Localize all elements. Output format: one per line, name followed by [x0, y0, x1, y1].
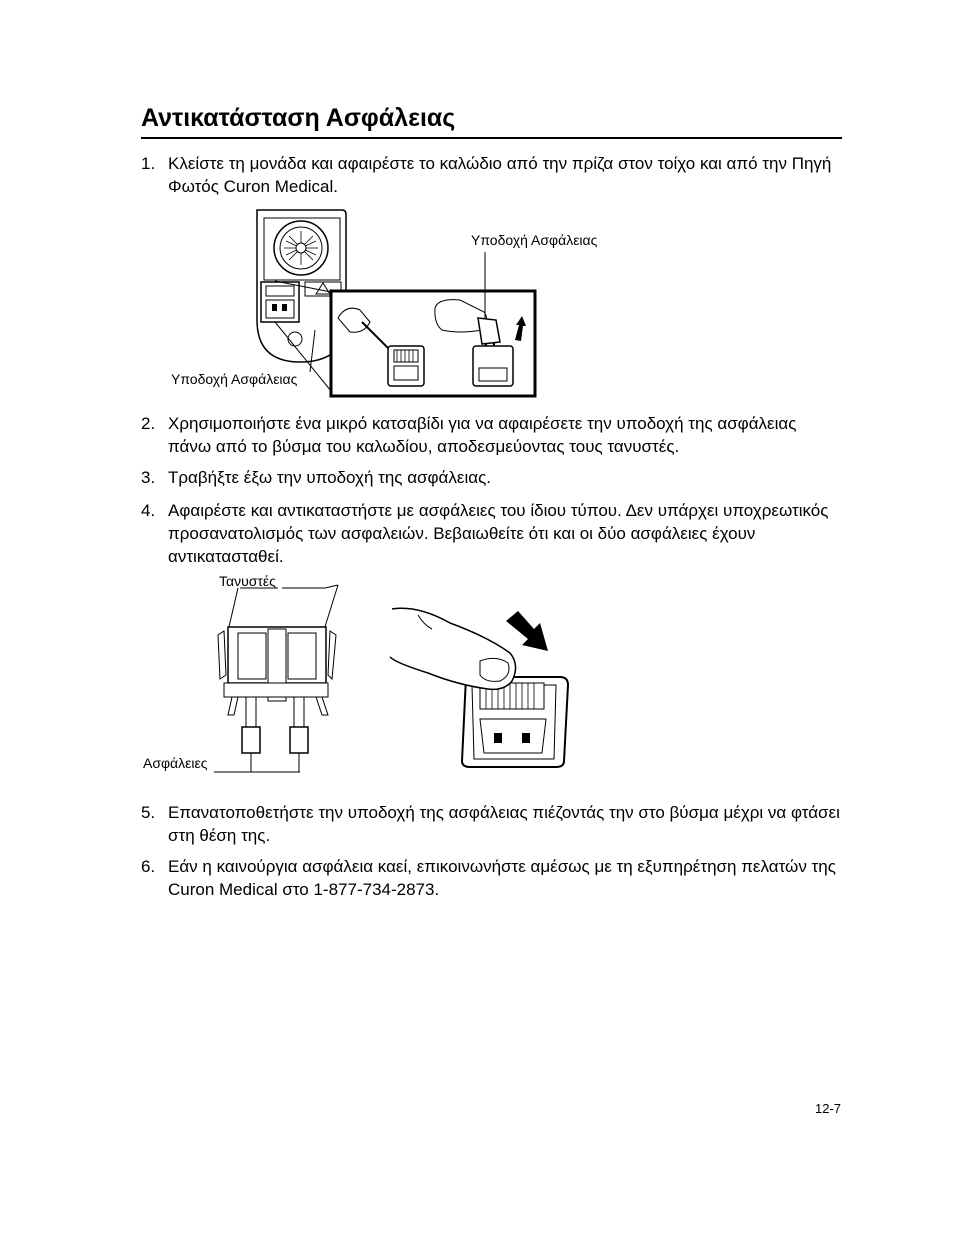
step-2 [141, 412, 841, 458]
step-number: 5. [141, 803, 156, 822]
page-title: Αντικατάσταση Ασφάλειας [141, 104, 456, 132]
step-5 [141, 801, 841, 847]
page-number: 12-7 [815, 1101, 842, 1116]
step-1 [141, 152, 841, 198]
fuse-holder-detail-illustration [210, 575, 350, 775]
fuse-holder-label-bottom: Υποδοχή Ασφάλειας [171, 371, 298, 387]
step-text: Χρησιμοποιήστε ένα μικρό κατσαβίδι για να αφαιρέσετε την υποδοχή της ασφάλειας πάνω από το βύσμα του καλωδίου, αποδεσμεύοντας τους τανυστές. [168, 414, 797, 456]
step-number: 4. [141, 501, 156, 520]
fuses-label: Ασφάλειες [143, 755, 208, 771]
step-number: 1. [141, 154, 156, 173]
fuse-holder-label-top: Υποδοχή Ασφάλειας [471, 232, 598, 248]
reinsert-fuse-holder-illustration [388, 585, 573, 775]
step-number: 2. [141, 414, 156, 433]
step-text: Επανατοποθετήστε την υποδοχή της ασφάλειας πιέζοντάς την στο βύσμα μέχρι να φτάσει στη θέση της. [168, 803, 840, 845]
title-rule [141, 137, 842, 139]
step-6 [141, 855, 841, 901]
fuse-holder-removal-illustration [160, 200, 550, 400]
step-text: Αφαιρέστε και αντικαταστήστε με ασφάλειες του ίδιου τύπου. Δεν υπάρχει υποχρεωτικός προσανατολισμός των ασφαλειών. Βεβαιωθείτε ότι και οι δύο ασφάλειες έχουν αντικατασταθεί. [168, 501, 829, 566]
step-4 [141, 499, 841, 568]
step-3 [141, 466, 841, 489]
step-text: Κλείστε τη μονάδα και αφαιρέστε το καλώδιο από την πρίζα στον τοίχο και από την Πηγή Φωτός Curon Medical. [168, 154, 832, 196]
step-number: 3. [141, 468, 156, 487]
step-number: 6. [141, 857, 156, 876]
clips-label: Τανυστές [219, 573, 276, 589]
step-text: Τραβήξτε έξω την υποδοχή της ασφάλειας. [168, 468, 491, 487]
step-text: Εάν η καινούργια ασφάλεια καεί, επικοινωνήστε αμέσως με τη εξυπηρέτηση πελατών της Curon Medical στο 1-877-734-2873. [168, 857, 836, 899]
